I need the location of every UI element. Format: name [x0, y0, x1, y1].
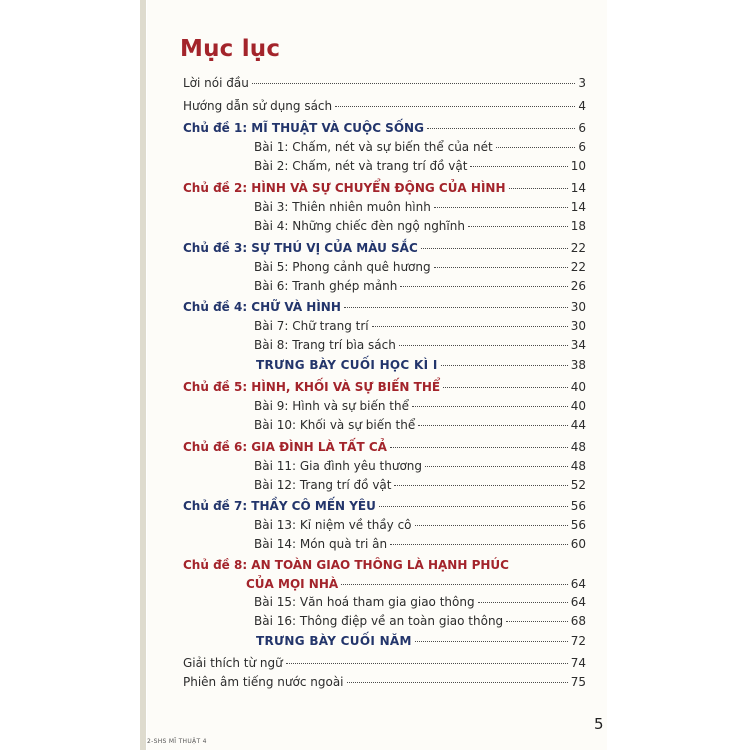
toc-page-number: 64 [570, 595, 586, 609]
toc-page-number: 68 [570, 614, 586, 628]
toc-entry-label: Bài 13: Kỉ niệm về thầy cô [254, 518, 412, 532]
dot-leader [478, 602, 568, 603]
dot-leader [509, 188, 568, 189]
toc-page-number: 40 [570, 380, 586, 394]
dot-leader [441, 365, 568, 366]
toc-page-number: 6 [578, 140, 586, 154]
dot-leader [506, 621, 568, 622]
dot-leader [394, 485, 567, 486]
dot-leader [427, 128, 575, 129]
dot-leader [421, 248, 568, 249]
toc-entry-intro[interactable] [183, 75, 586, 91]
toc-lesson-8[interactable] [254, 337, 586, 353]
dot-leader [434, 267, 568, 268]
toc-chapter-6[interactable] [183, 439, 586, 455]
toc-page-number: 52 [570, 478, 586, 492]
toc-page-number: 40 [570, 399, 586, 413]
toc-page-number: 30 [570, 300, 586, 314]
toc-page-number: 10 [570, 159, 586, 173]
toc-page-number: 48 [570, 440, 586, 454]
toc-chapter-label: Chủ đề 1: MĨ THUẬT VÀ CUỘC SỐNG [183, 121, 424, 135]
dot-leader [468, 226, 568, 227]
toc-chapter-label: Chủ đề 4: CHỮ VÀ HÌNH [183, 300, 341, 314]
toc-chapter-5[interactable] [183, 379, 586, 395]
toc-lesson-12[interactable] [254, 477, 586, 493]
dot-leader [344, 307, 568, 308]
toc-page-number: 6 [578, 121, 586, 135]
toc-entry-glossary[interactable] [183, 655, 586, 671]
toc-entry-phonetic[interactable] [183, 674, 586, 690]
page-number: 5 [594, 715, 604, 733]
book-imprint: 2-SHS MĨ THUẬT 4 [147, 738, 207, 745]
toc-entry-label: Bài 16: Thông điệp về an toàn giao thông [254, 614, 504, 628]
toc-page-number: 22 [570, 241, 586, 255]
dot-leader [470, 166, 567, 167]
toc-page-number: 75 [570, 675, 586, 689]
toc-chapter-label: Chủ đề 6: GIA ĐÌNH LÀ TẤT CẢ [183, 440, 387, 454]
toc-page-number: 14 [570, 181, 586, 195]
toc-page-number: 34 [570, 338, 586, 352]
toc-page-number: 56 [570, 499, 586, 513]
toc-entry-label: Bài 15: Văn hoá tham gia giao thông [254, 595, 475, 609]
dot-leader [434, 207, 568, 208]
toc-lesson-13[interactable] [254, 517, 586, 533]
toc-lesson-6[interactable] [254, 278, 586, 294]
toc-entry-label: Bài 5: Phong cảnh quê hương [254, 260, 431, 274]
toc-lesson-2[interactable] [254, 158, 586, 174]
toc-entry-label: Phiên âm tiếng nước ngoài [183, 675, 344, 689]
dot-leader [390, 447, 568, 448]
toc-chapter-8[interactable] [246, 576, 586, 592]
toc-exhibition-semester-1[interactable] [256, 357, 586, 373]
toc-page-number: 26 [570, 279, 586, 293]
toc-entry-label: Bài 9: Hình và sự biến thể [254, 399, 409, 413]
dot-leader [390, 544, 568, 545]
toc-page-number: 72 [570, 634, 586, 648]
dot-leader [425, 466, 568, 467]
toc-page-number: 38 [570, 358, 586, 372]
toc-page-number: 74 [570, 656, 586, 670]
toc-chapter-7[interactable] [183, 498, 586, 514]
dot-leader [341, 584, 568, 585]
toc-lesson-1[interactable] [254, 139, 586, 155]
toc-lesson-16[interactable] [254, 613, 586, 629]
toc-page-number: 56 [570, 518, 586, 532]
toc-lesson-10[interactable] [254, 417, 586, 433]
toc-entry-label: Giải thích từ ngữ [183, 656, 283, 670]
toc-entry-label: Bài 1: Chấm, nét và sự biến thể của nét [254, 140, 493, 154]
dot-leader [335, 106, 575, 107]
toc-entry-label: Bài 8: Trang trí bìa sách [254, 338, 396, 352]
dot-leader [286, 663, 568, 664]
page-title: Mục lục [180, 36, 281, 62]
toc-entry-label: Bài 2: Chấm, nét và trang trí đồ vật [254, 159, 468, 173]
toc-page-number: 60 [570, 537, 586, 551]
dot-leader [372, 326, 568, 327]
toc-exhibition-label: TRƯNG BÀY CUỐI HỌC KÌ I [256, 358, 438, 372]
toc-lesson-14[interactable] [254, 536, 586, 552]
toc-entry-label: Lời nói đầu [183, 76, 249, 90]
toc-page-number: 14 [570, 200, 586, 214]
toc-chapter-label: Chủ đề 7: THẦY CÔ MẾN YÊU [183, 499, 376, 513]
dot-leader [347, 682, 568, 683]
toc-entry-label: Bài 7: Chữ trang trí [254, 319, 369, 333]
toc-entry-label: Bài 4: Những chiếc đèn ngộ nghĩnh [254, 219, 465, 233]
toc-entry-label: Bài 3: Thiên nhiên muôn hình [254, 200, 431, 214]
toc-exhibition-year-end[interactable] [256, 633, 586, 649]
toc-chapter-2[interactable] [183, 180, 586, 196]
toc-entry-label: Bài 6: Tranh ghép mảnh [254, 279, 398, 293]
dot-leader [415, 525, 568, 526]
toc-chapter-1[interactable] [183, 120, 586, 136]
toc-chapter-label: Chủ đề 3: SỰ THÚ VỊ CỦA MÀU SẮC [183, 241, 418, 255]
toc-page-number: 22 [570, 260, 586, 274]
toc-page-number: 18 [570, 219, 586, 233]
dot-leader [415, 641, 568, 642]
toc-page-number: 48 [570, 459, 586, 473]
toc-lesson-7[interactable] [254, 318, 586, 334]
toc-chapter-label: Chủ đề 2: HÌNH VÀ SỰ CHUYỂN ĐỘNG CỦA HÌNH [183, 181, 506, 195]
toc-page-number: 64 [570, 577, 586, 591]
toc-lesson-11[interactable] [254, 458, 586, 474]
dot-leader [412, 406, 568, 407]
dot-leader [443, 387, 568, 388]
toc-page-number: 4 [578, 99, 586, 113]
toc-entry-label: Bài 10: Khối và sự biến thể [254, 418, 416, 432]
toc-chapter-4[interactable] [183, 299, 586, 315]
toc-lesson-4[interactable] [254, 218, 586, 234]
toc-entry-guide[interactable] [183, 98, 586, 114]
dot-leader [496, 147, 576, 148]
toc-entry-label: Bài 11: Gia đình yêu thương [254, 459, 423, 473]
toc-lesson-9[interactable] [254, 398, 586, 414]
dot-leader [418, 425, 568, 426]
dot-leader [252, 83, 576, 84]
toc-entry-label: Bài 14: Món quà tri ân [254, 537, 388, 551]
dot-leader [400, 286, 567, 287]
dot-leader [399, 345, 568, 346]
toc-page-number: 44 [570, 418, 586, 432]
dot-leader [379, 506, 568, 507]
toc-lesson-5[interactable] [254, 259, 586, 275]
toc-lesson-15[interactable] [254, 594, 586, 610]
toc-page-number: 30 [570, 319, 586, 333]
toc-lesson-3[interactable] [254, 199, 586, 215]
toc-chapter-8-line-1[interactable]: Chủ đề 8: AN TOÀN GIAO THÔNG LÀ HẠNH PHÚC [183, 558, 509, 572]
toc-entry-label: Hướng dẫn sử dụng sách [183, 99, 333, 113]
toc-chapter-label: Chủ đề 5: HÌNH, KHỐI VÀ SỰ BIẾN THỂ [183, 380, 441, 394]
toc-chapter-label: CỦA MỌI NHÀ [246, 577, 339, 591]
toc-chapter-3[interactable] [183, 240, 586, 256]
toc-page-number: 3 [578, 76, 586, 90]
toc-exhibition-label: TRƯNG BÀY CUỐI NĂM [256, 634, 412, 648]
toc-entry-label: Bài 12: Trang trí đồ vật [254, 478, 392, 492]
